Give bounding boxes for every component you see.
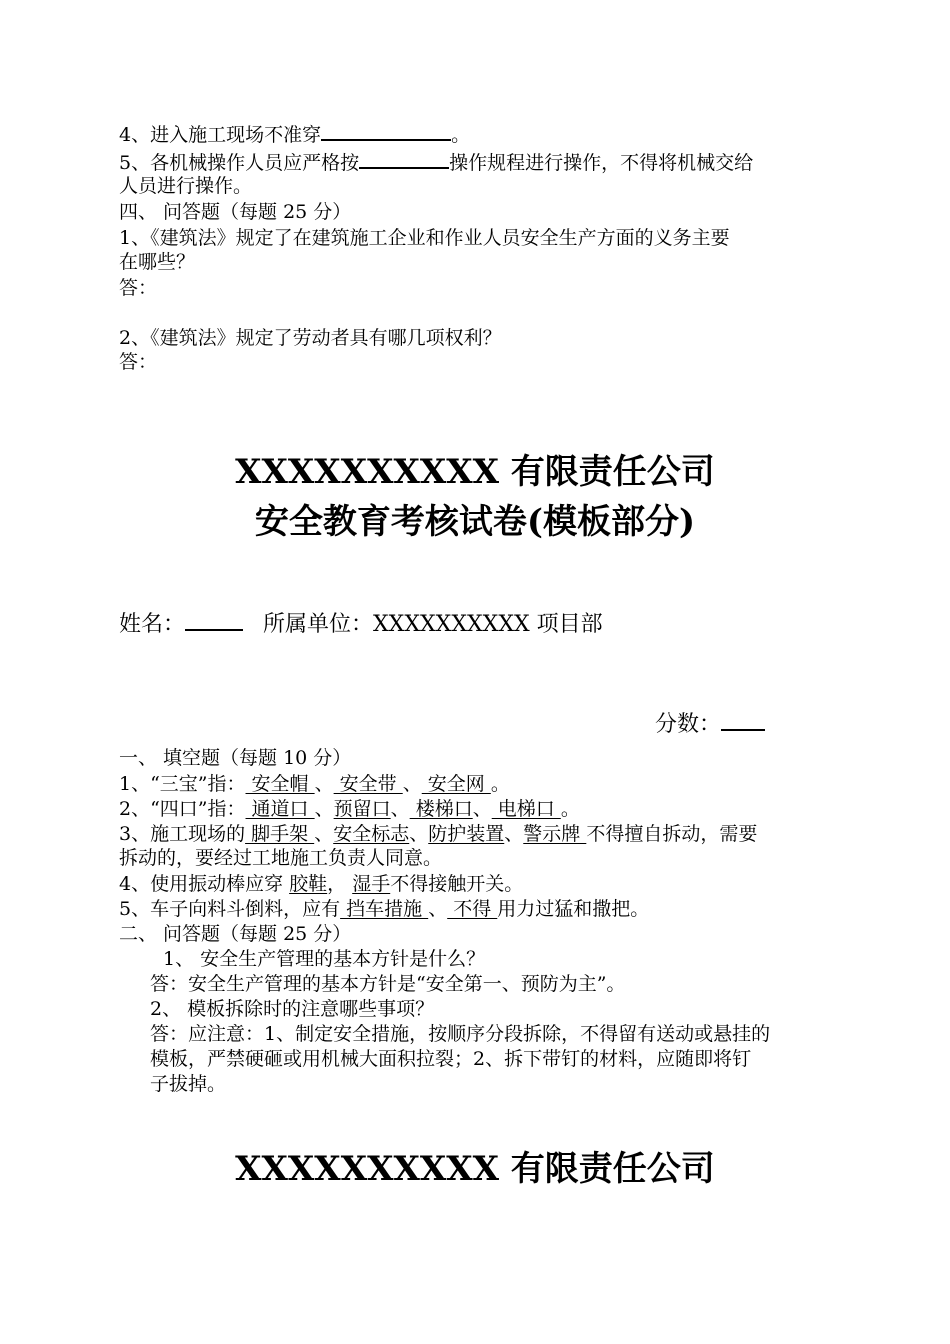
qa-question-1: 1、《建筑法》规定了在建筑施工企业和作业人员安全生产方面的义务主要 (119, 227, 730, 249)
fill-question-2: 2、“四口”指： 通道口 、预留口、 楼梯口、 电梯口 。 (119, 798, 580, 820)
name-unit-line: 姓名： 所属单位：XXXXXXXXXX 项目部 (119, 609, 839, 639)
exam-title: 安全教育考核试卷(模板部分) (254, 502, 696, 542)
score-line: 分数： (655, 709, 855, 739)
answer-label: 答： (119, 351, 158, 373)
fill-question-3-line2: 拆动的，要经过工地施工负责人同意。 (119, 847, 443, 869)
company-title-next: XXXXXXXXXX 有限责任公司 (235, 1149, 715, 1189)
fill-question-5: 5、各机械操作人员应严格按 操作规程进行操作，不得将机械交给 (119, 152, 754, 174)
fill-question-4: 4、进入施工现场不准穿 。 (119, 124, 471, 146)
answer-blank (359, 150, 449, 169)
qa-answer-2-line2: 模板，严禁硬砸或用机械大面积拉裂；2、拆下带钉的材料，应随即将钉 (150, 1048, 752, 1070)
qa-question-2: 2、《建筑法》规定了劳动者具有哪几项权利？ (119, 327, 502, 349)
answer-label: 答： (119, 277, 158, 299)
name-blank (185, 609, 243, 631)
qa-answer-2-line3: 子拔掉。 (150, 1073, 227, 1095)
score-blank (721, 709, 765, 731)
qa-answer-2: 答：应注意：1、制定安全措施，按顺序分段拆除，不得留有送动或悬挂的 (150, 1023, 771, 1045)
answer-blank (321, 122, 451, 141)
section-heading-1: 一、 填空题（每题 10 分） (119, 747, 352, 769)
qa-answer-1: 答：安全生产管理的基本方针是“安全第一、预防为主”。 (150, 973, 626, 995)
fill-question-3: 3、施工现场的 脚手架 、安全标志、防护装置、警示牌 不得擅自拆动，需要 (119, 823, 758, 845)
fill-question-5: 5、车子向料斗倒料，应有 挡车措施 、 不得 用力过猛和撒把。 (119, 898, 650, 920)
company-title: XXXXXXXXXX 有限责任公司 (235, 452, 715, 492)
fill-question-5-line2: 人员进行操作。 (119, 175, 253, 197)
qa-question-1: 1、 安全生产管理的基本方针是什么？ (163, 948, 486, 970)
section-heading-2: 二、 问答题（每题 25 分） (119, 923, 352, 945)
fill-question-1: 1、“三宝”指： 安全帽 、 安全带 、 安全网 。 (119, 773, 510, 795)
section-heading-4: 四、 问答题（每题 25 分） (119, 201, 352, 223)
qa-question-2: 2、 模板拆除时的注意哪些事项？ (150, 998, 435, 1020)
fill-question-4: 4、使用振动棒应穿 胶鞋， 湿手不得接触开关。 (119, 873, 524, 895)
qa-question-1-line2: 在哪些？ (119, 251, 196, 273)
